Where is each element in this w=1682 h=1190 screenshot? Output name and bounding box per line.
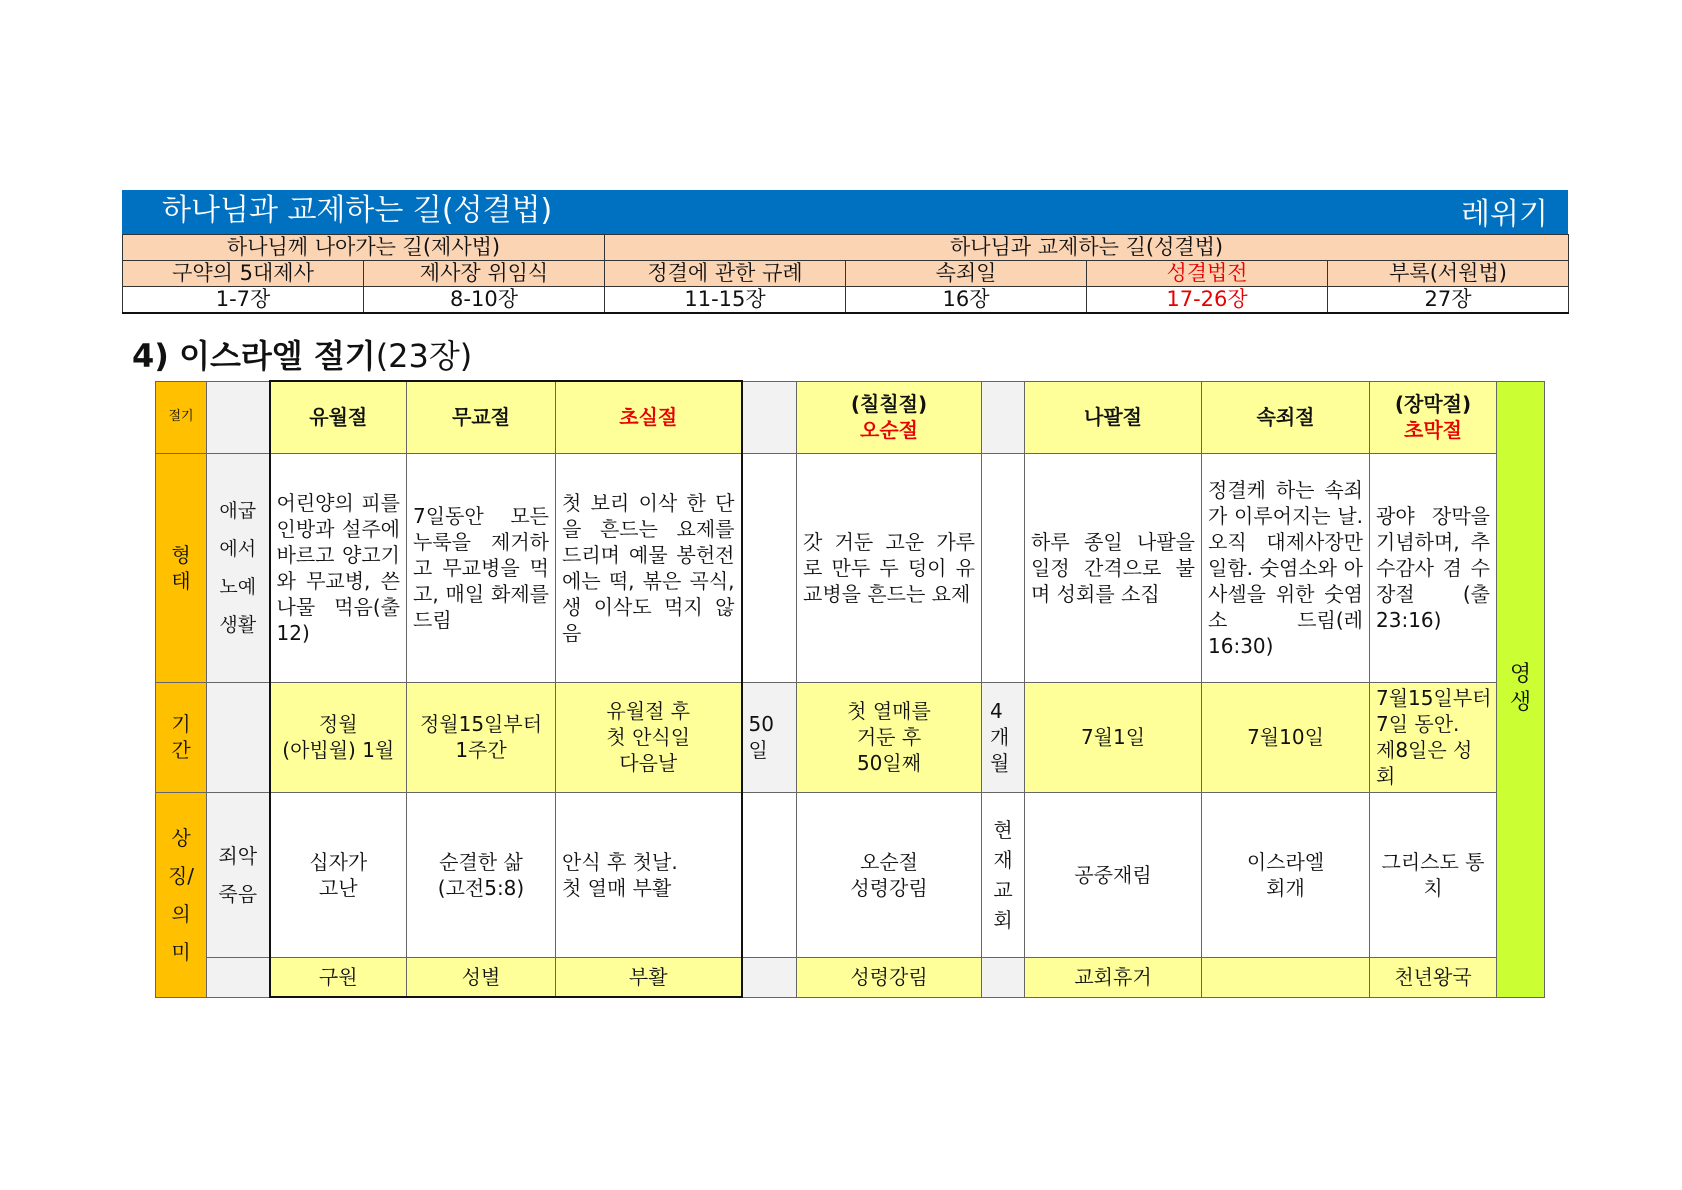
meaning-tabernacles: 천년왕국: [1370, 957, 1497, 997]
feast-weeks: (칠칠절) 오순절: [797, 381, 982, 453]
chapter-range: 16장: [846, 287, 1087, 314]
group-holiness: 하나님과 교제하는 길(성결법): [605, 235, 1569, 261]
feast-passover: 유월절: [270, 381, 407, 453]
symbol-weeks: 오순절 성령강림: [797, 792, 982, 957]
meaning-passover: 구원: [270, 957, 407, 997]
period-gap-50-days: 50 일: [742, 682, 797, 792]
chapter-range: 17-26장: [1087, 287, 1328, 314]
table-row: [156, 682, 1545, 792]
period-tabernacles: 7월15일부터 7일 동안. 제8일은 성 회: [1370, 682, 1497, 792]
table-row: [156, 957, 1545, 997]
period-gap-4-months: 4 개 월: [982, 682, 1025, 792]
banner-book: 레위기: [1461, 197, 1548, 232]
feast-atonement: 속죄절: [1202, 381, 1370, 453]
section-purity: 정결에 관한 규례: [605, 261, 846, 287]
symbol-atonement: 이스라엘 회개: [1202, 792, 1370, 957]
title-banner: [122, 190, 1568, 234]
feast-trumpets: 나팔절: [1025, 381, 1202, 453]
overview-table: [122, 234, 1569, 314]
form-tabernacles: 광야 장막을 기념하며, 추수감사 겸 수장절 (출23:16): [1370, 453, 1497, 682]
feast-firstfruits: 초실절: [556, 381, 742, 453]
row-sub-slavery: 애굽 에서 노예 생활: [207, 453, 270, 682]
section-ordination: 제사장 위임식: [364, 261, 605, 287]
empty-cell: [742, 957, 797, 997]
table-row: [156, 453, 1545, 682]
meaning-trumpets: 교회휴거: [1025, 957, 1202, 997]
feast-tabernacles: (장막절) 초막절: [1370, 381, 1497, 453]
period-passover: 정월 (아빕월) 1월: [270, 682, 407, 792]
row-label-symbol: 상 징/ 의 미: [156, 792, 207, 997]
chapter-range: 1-7장: [123, 287, 364, 314]
empty-cell: [742, 792, 797, 957]
chapter-range: 11-15장: [605, 287, 846, 314]
period-weeks: 첫 열매를 거둔 후 50일째: [797, 682, 982, 792]
empty-cell: [982, 381, 1025, 453]
form-firstfruits: 첫 보리 이삭 한 단을 흔드는 요제를 드리며 예물 봉헌전에는 떡, 볶은 곡식, 생 이삭도 먹지 않음: [556, 453, 742, 682]
section-title: 이스라엘 절기: [179, 337, 376, 375]
period-unleavened: 정월15일부터 1주간: [407, 682, 556, 792]
form-trumpets: 하루 종일 나팔을 일정 간격으로 불며 성회를 소집: [1025, 453, 1202, 682]
row-label-form: 형 태: [156, 453, 207, 682]
table-row: [156, 381, 1545, 453]
section-atonement-day: 속죄일: [846, 261, 1087, 287]
form-atonement: 정결케 하는 속죄가 이루어지는 날. 오직 대제사장만 일함. 숫염소와 아사셀을 위한 숫염소 드림(레16:30): [1202, 453, 1370, 682]
table-row: [156, 792, 1545, 957]
feasts-table: [155, 380, 1545, 998]
empty-cell: [742, 453, 797, 682]
chapter-range: 27장: [1328, 287, 1569, 314]
empty-cell: [207, 381, 270, 453]
corner-label: 절기: [156, 381, 207, 453]
row-label-period: 기 간: [156, 682, 207, 792]
meaning-unleavened: 성별: [407, 957, 556, 997]
symbol-trumpets: 공중재림: [1025, 792, 1202, 957]
empty-cell: [207, 957, 270, 997]
empty-cell: [742, 381, 797, 453]
banner-title: 하나님과 교제하는 길(성결법): [162, 193, 553, 228]
chapter-range: 8-10장: [364, 287, 605, 314]
empty-cell: [1202, 957, 1370, 997]
empty-cell: [207, 682, 270, 792]
eternal-life-cell: 영 생: [1497, 381, 1545, 997]
row-sub-sin-death: 죄악 죽음: [207, 792, 270, 957]
group-offering: 하나님께 나아가는 길(제사법): [123, 235, 605, 261]
section-holiness-code: 성결법전: [1087, 261, 1328, 287]
section-appendix: 부록(서원법): [1328, 261, 1569, 287]
period-firstfruits: 유월절 후 첫 안식일 다음날: [556, 682, 742, 792]
form-passover: 어린양의 피를 인방과 설주에 바르고 양고기와 무교병, 쓴나물 먹음(출12): [270, 453, 407, 682]
section-offerings: 구약의 5대제사: [123, 261, 364, 287]
symbol-present-church: 현 재 교 회: [982, 792, 1025, 957]
empty-cell: [982, 453, 1025, 682]
meaning-firstfruits: 부활: [556, 957, 742, 997]
section-heading: [132, 335, 472, 377]
form-weeks: 갓 거둔 고운 가루로 만두 두 덩이 유교병을 흔드는 요제: [797, 453, 982, 682]
symbol-unleavened: 순결한 삶 (고전5:8): [407, 792, 556, 957]
empty-cell: [982, 957, 1025, 997]
period-trumpets: 7월1일: [1025, 682, 1202, 792]
period-atonement: 7월10일: [1202, 682, 1370, 792]
form-unleavened: 7일동안 모든 누룩을 제거하고 무교병을 먹고, 매일 화제를 드림: [407, 453, 556, 682]
symbol-tabernacles: 그리스도 통 치: [1370, 792, 1497, 957]
feast-unleavened: 무교절: [407, 381, 556, 453]
symbol-firstfruits: 안식 후 첫날. 첫 열매 부활: [556, 792, 742, 957]
meaning-weeks: 성령강림: [797, 957, 982, 997]
section-number: 4): [132, 337, 169, 375]
symbol-passover: 십자가 고난: [270, 792, 407, 957]
section-chapter: (23장): [375, 337, 473, 375]
